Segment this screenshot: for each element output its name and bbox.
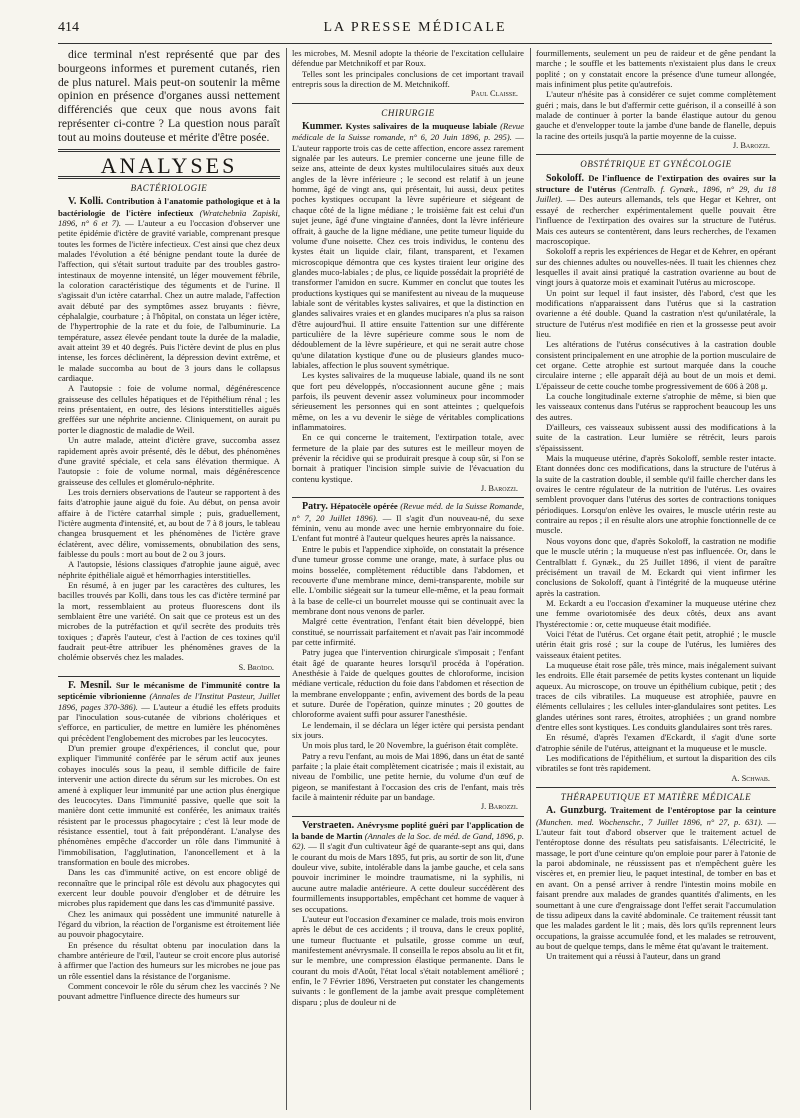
article-paragraph: Sokoloff a repris les expériences de Hegar et de Kehrer, en opérant sur des chiennes adultes ou nouvelles-nées. Il tuait les chiennes chez lesquelles il avait ainsi pratiqué la castration ovarienne au bout de vingt jours à quatorze mois et examinait l'utérus au microscope. bbox=[536, 246, 776, 288]
section-heading-chirurgie: CHIRURGIE bbox=[381, 107, 435, 118]
article-paragraph: En ce qui concerne le traitement, l'extirpation totale, avec fermeture de la plaie par des sutures est le meilleur moyen de prévenir la récidive qui se produirait presque à coup sûr, si l'on se bornait à pratiquer l'incision simple suivie de l'évacuation du contenu kystique. bbox=[292, 432, 524, 484]
article-sokoloff bbox=[536, 173, 776, 246]
article-signature: S. Broïdo. bbox=[238, 662, 274, 672]
article-paragraph: Telles sont les principales conclusions de cet important travail entrepris sous la direction de M. Metchnikoff. bbox=[292, 68, 524, 90]
article-paragraph: L'auteur n'hésite pas à considérer ce sujet comme complètement guéri ; mais, dans le but d'affermir cette guérison, il a conseillé à son malade de continuer à porter la bande élastique autour du genou gauche et d'envelopper toute la jambe d'une bande de flanelle, depuis la racine des orteils jusqu'à la partie moyenne de la cuisse. bbox=[536, 89, 776, 141]
article-signature: Paul Claisse. bbox=[470, 89, 518, 99]
article-reference: (Annales de la Soc. de méd. de Gand, 1896, p. 62). bbox=[292, 831, 524, 852]
article-paragraph: L'auteur eut l'occasion d'examiner ce malade, trois mois environ après le début de ces accidents ; il trouva, dans le creux poplité, une tumeur fluctuante et pulsatile, grosse comme un œuf, manifestement anévrysmale. Il conseilla le repos absolu au lit et fit, sur le membre, une compression élastique permanente. Dans le courant du mois d'Août, l'état local s'était notablement amélioré ; enfin, le 7 Février 1896, Verstraeten put constater les changements suivants : le gonflement de la jambe avait presque complètement disparu ; plus de douleur ni de bbox=[292, 913, 524, 1007]
article-signature: J. Barozzi. bbox=[480, 802, 518, 812]
article-title: Hépatocèle opérée bbox=[330, 501, 398, 512]
article-paragraph: Chez les animaux qui possèdent une immunité naturelle à l'égard du vibrion, la réaction de l'organisme est étroitement liée au pouvoir phagocytaire. bbox=[58, 908, 280, 940]
article-paragraph: La muqueuse était rose pâle, très mince, mais inégalement suivant les endroits. Elle était parsemée de petits kystes contenant un liquide aqueux. Au microscope, on trouve un épithélium cubique, petit ; des traces de cils vibratiles. La muqueuse est atrophiée, pauvre en éléments cellulaires ; les cellules inter-glandulaires sont petites. Les glandes utérines sont rares, étroites, atrophiées ; un grand nombre d'entre elles sont kystiques. Les conduits glandulaires sont très rares. bbox=[536, 659, 776, 732]
article-text: — Des auteurs allemands, tels que Hegar et Kehrer, ont essayé de rechercher expérimentalement quelle pouvait être l'influence de l'extirpation des ovaires sur la structure de l'utérus. Mais ces auteurs se contentèrent, dans leurs recherches, de l'examen macroscopique. bbox=[536, 194, 776, 246]
section-heading-therapeutique: THÉRAPEUTIQUE ET MATIÈRE MÉDICALE bbox=[560, 792, 752, 803]
section-rule bbox=[292, 103, 524, 104]
article-title: Contribution à l'anatomie pathologique et à la bactériologie de l'ictère infectieux bbox=[58, 196, 280, 218]
article-rule bbox=[58, 676, 280, 677]
article-author: Kummer. bbox=[302, 121, 343, 133]
article-paragraph: Comment concevoir le rôle du sérum chez les vaccinés ? Ne pouvant admettre l'influence directe des humeurs sur bbox=[58, 981, 280, 1002]
article-paragraph: Un point sur lequel il faut insister, dès l'abord, c'est que les modifications n'apparaissent dans l'utérus que si la castration ovarienne a été double. Quand la castration n'est qu'unilatérale, la structure de l'utérus n'est modifiée en rien et la grossesse peut avoir lieu. bbox=[536, 287, 776, 339]
article-title: Traitement de l'entéroptose par la ceinture bbox=[610, 805, 776, 816]
article-paragraph: Un traitement qui a réussi à l'auteur, dans un grand bbox=[546, 951, 721, 962]
article-paragraph: Mais la muqueuse utérine, d'après Sokoloff, semble rester intacte. Etant données donc ces modifications, dans la structure de l'utérus à la suite de la castration double, il semble qu'il faille chercher dans les ovaires le centre régulateur de la nutrition de l'utérus. Les ovaires semblent provoquer dans l'utérus des sortes de contractions toniques périodiques. Lorsqu'on enlève les ovaires, le muscle utérin reste au contraire au repos ; il en résulte alors une atrophie fonctionnelle de ce muscle. bbox=[536, 453, 776, 536]
article-text: — Il s'agit d'un cultivateur âgé de quarante-sept ans qui, dans le courant du mois de Mars 1895, fut pris, au sortir de son lit, d'une douleur vive, subite, intolérable dans la jambe gauche, et cela sans pouvoir incriminer le moindre traumatisme, ni la syphilis, ni aucune autre maladie antérieure. A cette douleur succédèrent des fourmillements insupportables, empêchant cet homme de vaquer à ses occupations. bbox=[292, 841, 524, 914]
column-middle bbox=[292, 48, 524, 1108]
article-mesnil bbox=[58, 680, 280, 743]
section-rule bbox=[58, 149, 280, 152]
continued-paragraph: fourmillements, seulement un peu de raideur et de gêne pendant la marche ; le souffle et les battements n'existaient plus dans le creux poplité ; on y constatait encore la présence d'une tumeur allongée, mais infiniment plus petite qu'autrefois. bbox=[536, 48, 776, 90]
article-author: F. Mesnil. bbox=[68, 680, 112, 692]
article-text: — L'auteur rapporte trois cas de cette affection, encore assez rarement signalée par les auteurs. Le premier concerne une jeune fille de seize ans, atteinte de deux kystes multiloculaires situés aux deux angles de la lèvre inférieure ; le second est relatif à un jeune homme, âgé de vingt ans, qui présentait, lui aussi, deux petites poches kystiques occupant la lèvre supérieure et siégeant de chaque côté de la ligne médiane ; le troisième fait est celui d'un sujet jeune, âgé d'une vingtaine d'années, dont la lèvre inférieure offrait, à gauche de la ligne médiane, une petite tumeur liquide du volume d'une noisette. Chez ces trois individus, le contenu des kystes était un liquide clair, filant, transparent, et l'examen microscopique démontra que ces kystes tiraient leur origine des glandes muco-labiales ; de plus, ce liquide possédait la propriété de transformer l'amidon en sucre. Kummer en conclut que toutes les productions kystiques qui se manifestent au niveau de la muqueuse labiale sont de véritables kystes salivaires, et que la distinction en glandes salivaires vraies et en glandes mucipares n'a plus sa raison d'être aujourd'hui. Il attire ensuite l'attention sur une différente particulière de la lèvre supérieure comme sous le nom de dédoublement de la lèvre supérieure, et qui ne serait autre chose qu'une dilatation kystique d'une ou de plusieurs glandes muco-labiales, affection le plus souvent symétrique. bbox=[292, 132, 524, 370]
article-rule bbox=[292, 816, 524, 817]
article-rule bbox=[292, 497, 524, 498]
article-paragraph: Les modifications de l'épithélium, et surtout la disparition des cils vibratiles se font très rapidement. bbox=[536, 753, 776, 774]
article-text: — L'auteur a étudié les effets produits par l'inoculation sous-cutanée de vibrions cholériques et s'efforce, en particulier, de mettre en lumière les phénomènes qui précèdent l'englobement des microbes par les leucocytes. bbox=[58, 701, 280, 743]
article-patry bbox=[292, 501, 524, 543]
article-reference: (Munchen. med. Wochenschr., 7 Juillet 1896, n° 27, p. 631). bbox=[536, 816, 763, 827]
article-reference: (Centralb. f. Gynæk., 1896, n° 29, du 18 Juillet). bbox=[536, 184, 776, 205]
article-author: A. Gunzburg. bbox=[546, 805, 607, 817]
article-paragraph: La couche longitudinale externe s'atrophie de même, si bien que les vaisseaux contenus dans l'utérus se rapprochent beaucoup les uns des autres. bbox=[536, 391, 776, 422]
article-paragraph: Les trois derniers observations de l'auteur se rapportent à des faits d'atrophie jaune aiguë du foie. Au début, on pensa avoir affaire à de l'ictère catarrhal simple ; puis, graduellement, l'ictère augmenta d'intensité, et, au bout de 7 à 8 jours, le tableau changea brusquement et les phénomènes de l'ictère grave éclatèrent, avec délire, vomissements, obnubilation des sens, faiblesse du pouls : mort au bout de 2 ou 3 jours. bbox=[58, 486, 280, 559]
section-heading-obstetrique: OBSTÉTRIQUE ET GYNÉCOLOGIE bbox=[580, 159, 732, 170]
article-paragraph: Le lendemain, il se déclara un léger ictère qui persista pendant six jours. bbox=[292, 719, 524, 740]
article-author: V. Kolli. bbox=[68, 196, 104, 208]
article-reference: (Wratchebnïa Zapiski, 1896, n° 6 et 7). bbox=[58, 207, 280, 228]
article-paragraph: Un autre malade, atteint d'ictère grave, succomba assez rapidement après avoir présenté, dès le début, des phénomènes d'une gravité spéciale, et cela sans élévation thermique. A l'autopsie : foie de volume normal, mais dégénérescence graisseuse des cellules et glomérulo-néphrite. bbox=[58, 435, 280, 487]
article-paragraph: A l'autopsie, lésions classiques d'atrophie jaune aiguë, avec néphrite épithéliale aiguë et hémorrhagies interstitielles. bbox=[58, 559, 280, 580]
article-title: De l'influence de l'extirpation des ovaires sur la structure de l'utérus bbox=[536, 172, 776, 195]
article-paragraph: Un mois plus tard, le 20 Novembre, la guérison était complète. bbox=[302, 740, 518, 751]
journal-title: LA PRESSE MÉDICALE bbox=[323, 20, 507, 35]
article-text: — L'auteur a eu l'occasion d'observer une petite épidémie d'ictère de gravité variable, comprenant presque toutes les formes de l'ictère infectieux. C'est ainsi que chez deux malades l'évolution a été bénigne pendant toute la durée de l'affection, qui s'était surtout traduite par des troubles gastro-intestinaux de moyenne intensité, un léger mouvement fébrile, la coloration caractéristique des téguments et de l'urine. Il s'agissait d'un ictère catarrhal. Chez un autre malade, l'affection avait débuté par des symptômes assez bruyants : fièvre, céphalalgie, courbature ; à l'hôpital, on constata un léger ictère, de l'hypertrophie de la rate et du foie, de l'albuminurie. La température, assez élevée pendant toute la durée de la maladie, avait atteint 39 et 40 degrés. Puis l'ictère devint de plus en plus intense, les forces déclinèrent, la dépression devint extrême, et le malade succomba au bout de 3 jours dans le collapsus cardiaque. bbox=[58, 217, 280, 384]
article-paragraph: Patry jugea que l'intervention chirurgicale s'imposait ; l'enfant était âgé de quarante heures lorsqu'il procéda à l'opération. Anesthésie à l'aide de quelques gouttes de chloroforme, incision médiane verticale, réduction du foie dans l'abdomen et résection de la membrane enveloppante ; enfin, avivement des bords de la peau et suture. Durée de l'opération, quinze minutes ; 20 gouttes de chloroforme avaient suffi pour assurer l'anesthésie. bbox=[292, 647, 524, 720]
article-title: Anévrysme poplité guéri par l'application de la bande de Martin bbox=[292, 819, 524, 842]
column-right bbox=[536, 48, 776, 1108]
article-paragraph: Dans les cas d'immunité active, on est encore obligé de reconnaître que le principal rôle est dévolu aux phagocytes qui exercent leur double pouvoir d'englober et de détruire les microbes plus rapidement que dans les cas d'immunité passive. bbox=[58, 867, 280, 909]
article-paragraph: En présence du résultat obtenu par inoculation dans la chambre antérieure de l'œil, l'auteur se croit encore plus autorisé à affirmer que l'action des humeurs sur les microbes ne joue pas un rôle essentiel dans la résistance de l'organisme. bbox=[58, 939, 280, 981]
analyses-heading: ANALYSES bbox=[100, 152, 238, 178]
section-heading-bacteriologie: BACTÉRIOLOGIE bbox=[130, 182, 208, 193]
article-reference: (Revue méd. de la Suisse Romande, n° 7, 20 Juillet 1896). bbox=[292, 501, 524, 523]
article-paragraph: D'un premier groupe d'expériences, il conclut que, pour expliquer l'immunité conférée par le sérum actif aux jeunes cobayes inoculés sous la peau, il semble difficile de faire intervenir une action directe du sérum sur les microbes. On est amené à expliquer leur immunité par une action plus énergique des leucocytes. Dans l'immunité passive, quelle que soit la manière dont cette immunité est conférée, les animaux traités résistent par le processus phagocytaire ; c'est là leur mode de résistance essentiel, tout à fait prépondérant. L'analyse des phénomènes empêche d'accorder un rôle dans l'immunité à l'immobilisation, l'agglutination, l'anoncellement et à la transformation en boule des microbes. bbox=[58, 743, 280, 867]
article-author: Patry. bbox=[302, 501, 328, 513]
column-divider bbox=[530, 48, 531, 1110]
article-title: Kystes salivaires de la muqueuse labiale bbox=[345, 121, 497, 132]
running-header bbox=[58, 20, 772, 40]
article-reference: (Revue médicale de la Suisse romande, n° 6, 20 Juin 1896, p. 295). bbox=[292, 121, 524, 143]
article-paragraph: A l'autopsie : foie de volume normal, dégénérescence graisseuse des cellules hépatiques et de l'épithélium rénal ; les reins présentaient, en outre, des lésions interstitielles aiguës greffées sur une néphrite ancienne. Cliniquement, on aurait pu porter le diagnostic de maladie de Weil. bbox=[58, 383, 280, 435]
article-paragraph: En résumé, d'après l'examen d'Eckardt, il s'agit d'une sorte d'atrophie sénile de l'utérus, atteignant et la muqueuse et le muscle. bbox=[536, 732, 776, 753]
article-gunzburg bbox=[536, 805, 776, 951]
continued-paragraph: dice terminal n'est représenté que par des bourgeons informes et purement cutanés, rien de plus naturel. Mais peut-on soutenir la même opinion en présence d'organes aussi nettement différenciés que ceux que nous avons fait représenter ci-contre ? La question nous paraît tout au moins douteuse et mérite d'être posée. bbox=[58, 48, 280, 144]
article-text: — L'auteur fait tout d'abord observer que le traitement actuel de l'entéroptose donne des résultats peu satisfaisants. L'électricité, le massage, le port d'une ceinture qu'on emploie pour parer à l'atonie de la paroi abdominale, ne réussissent pas et n'empêchent guère les viscères et, en premier lieu, le paquet intestinal, de tomber en bas et en avant. On a pensé arriver à rendre l'intestin moins mobile en faisant prendre aux malades de grandes quantités d'aliments, en les soumettant à une cure d'engraissage dont l'effet serait l'accumulation de tissu adipeux dans la cavité abdominale. Ce traitement réussit tant que les malades gardent le lit ; mais, dès lors qu'ils reprennent leurs occupations, la graisse accumulée fond, et les malades se retrouvent, au bout de quelque temps, dans le même état qu'avant le traitement. bbox=[536, 816, 776, 951]
article-signature: J. Barozzi. bbox=[480, 484, 518, 494]
header-rule bbox=[58, 43, 772, 44]
article-title: Sur le mécanisme de l'immunité contre la septicémie vibrionienne bbox=[58, 680, 280, 702]
article-paragraph: Patry a revu l'enfant, au mois de Mai 1896, dans un état de santé parfaite ; la plaie était complètement cicatrisée ; mais il existait, au niveau de l'ombilic, une petite hernie, du volume d'un œuf de pigeon, se manifestant à l'occasion des cris de l'enfant, mais très facile à maintenir réduite par un bandage. bbox=[292, 750, 524, 803]
column-left bbox=[58, 48, 280, 1108]
column-divider bbox=[286, 48, 287, 1110]
article-paragraph: Voici l'état de l'utérus. Cet organe était petit, atrophié ; le muscle utérin était gris rosé ; sur la coupe de l'utérus, les lumières des vaisseaux étaient petites. bbox=[536, 628, 776, 660]
article-author: Verstraeten. bbox=[302, 819, 355, 831]
article-text: — Il s'agit d'un nouveau-né, du sexe féminin, venu au monde avec une hernie embryonnaire du foie. L'enfant fut montré à l'auteur quelques heures après la naissance. bbox=[292, 512, 524, 544]
section-rule bbox=[536, 787, 776, 788]
article-kolli bbox=[58, 196, 280, 383]
article-signature: J. Barozzi. bbox=[732, 141, 770, 151]
article-signature: A. Schwab. bbox=[731, 773, 770, 783]
article-paragraph: D'ailleurs, ces vaisseaux subissent aussi des modifications à la suite de la castration. Leur lumière se rétrécit, leurs parois s'épaississent. bbox=[536, 422, 776, 453]
article-paragraph: Entre le pubis et l'appendice xiphoïde, on constatait la présence d'une tumeur grosse comme une orange, mate, à surface plus ou moins bosselée, complètement réductible dans l'abdomen, et recouverte d'une membrane mince, demi-transparente, mobile sur elle. L'ombilic siégeait sur la tumeur elle-même, et la peau formait à la base de celle-ci un bourrelet mousse qui se continuait avec la membrane dont nous venons de parler. bbox=[292, 543, 524, 616]
article-author: Sokoloff. bbox=[546, 172, 585, 184]
continued-paragraph: les microbes, M. Mesnil adopte la théorie de l'excitation cellulaire défendue par Metchnikoff et par Roux. bbox=[292, 48, 524, 69]
article-paragraph: M. Eckardt a eu l'occasion d'examiner la muqueuse utérine chez une femme ovariotomisée des deux côtés, deux ans avant l'hystérectomie : or, cette muqueuse était modifiée. bbox=[536, 597, 776, 629]
article-verstraeten bbox=[292, 820, 524, 914]
article-reference: (Annales de l'Institut Pasteur, Juillet 1896, pages 370-386). bbox=[58, 691, 280, 712]
article-paragraph: Nous voyons donc que, d'après Sokoloff, la castration ne modifie que le muscle utérin ; la muqueuse n'est pas influencée. Or, dans le Centralblatt f. Gynæk., du 25 Juillet 1896, il vient de paraître précisément un travail de M. Eckardt qui vient infirmer les conclusions de Sokoloff, quant à l'intégrité de la muqueuse utérine après la castration. bbox=[536, 535, 776, 598]
article-paragraph: En résumé, à en juger par les caractères des cultures, les bacilles trouvés par Kolli, dans tous les cas d'ictère terminé par la mort, ressemblaient au proteus fluorescens dont ils semblaient être une variété. On sait que ce proteus est un des microbes de la putréfaction et qu'il secrète des produits très toxiques ; d'après l'auteur, c'est à l'action de ces toxines qu'il faudrait peut-être attribuer les phénomènes graves de la cholémie observés chez les malades. bbox=[58, 579, 280, 663]
article-paragraph: Malgré cette éventration, l'enfant était bien développé, bien constitué, se nourrissait parfaitement et n'avait pas l'air incommodé par cette infirmité. bbox=[292, 616, 524, 647]
article-kummer bbox=[292, 121, 524, 370]
page-number: 414 bbox=[58, 20, 79, 35]
section-rule bbox=[536, 154, 776, 155]
article-paragraph: Les altérations de l'utérus consécutives à la castration double consistent principalement en une atrophie de la portion musculaire de cet organe. Cette atrophie est surtout marquée dans la couche circulaire interne ; elle apparaît déjà au bout de un mois et demi. L'épaisseur de cette couche tombe progressivement de 606 à 208 μ. bbox=[536, 339, 776, 391]
article-paragraph: Les kystes salivaires de la muqueuse labiale, quand ils ne sont que fort peu développés, n'occasionnent aucune gêne ; mais parfois, ils peuvent devenir assez volumineux pour incommoder sérieusement les personnes qui en sont atteintes ; quelquefois même, on les a vu devenir le siège de véritables complications inflammatoires. bbox=[292, 370, 524, 433]
